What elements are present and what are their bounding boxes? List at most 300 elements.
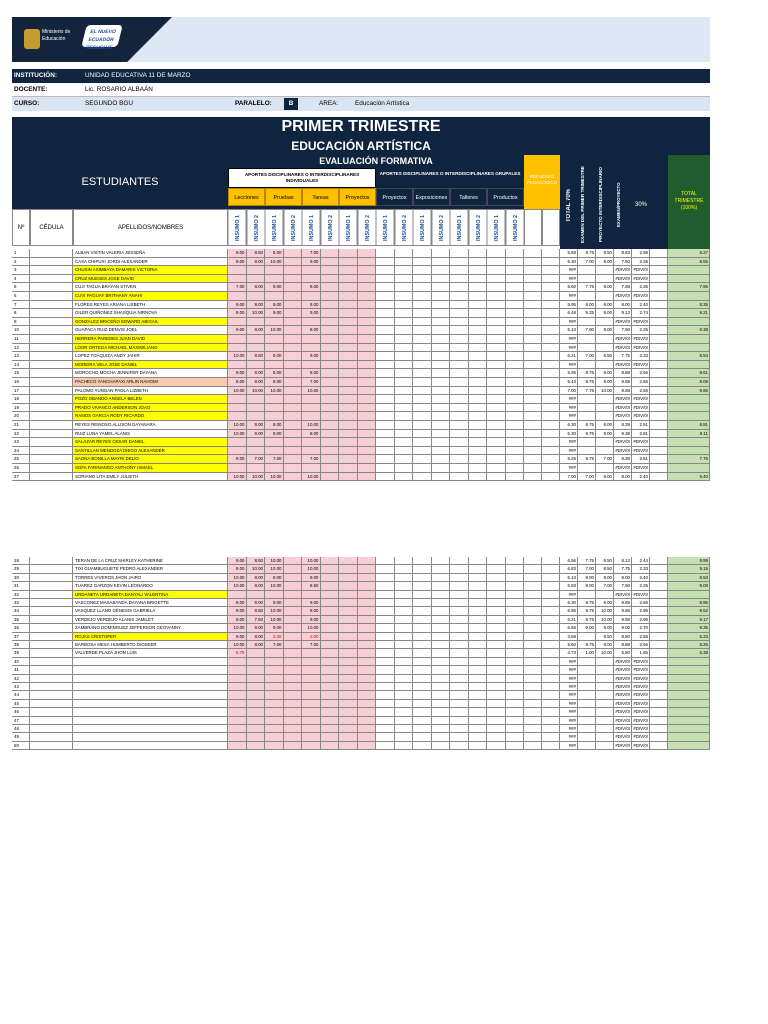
institution-label: INSTITUCIÓN: <box>14 72 57 79</box>
student-name: TIXI GUAMBUGUETE PEDRO ALEXANDER <box>73 565 228 573</box>
grade-cell: 8.00 <box>228 378 247 387</box>
grade-cell <box>450 557 469 565</box>
grade-cell: 8.00 <box>265 249 284 258</box>
grade-cell <box>450 574 469 582</box>
grade-cell <box>432 318 451 327</box>
grade-cell <box>413 675 432 683</box>
grade-cell <box>450 733 469 741</box>
blank-cell <box>650 455 668 464</box>
grade-cell <box>450 378 469 387</box>
project-cell: 9.00 <box>596 624 614 632</box>
refuerzo-cell <box>524 565 542 573</box>
grade-cell <box>395 473 414 482</box>
exam-project-cell: 8.88 <box>614 369 632 378</box>
blank-cell <box>650 301 668 310</box>
grade-cell <box>450 565 469 573</box>
grade-cell <box>487 249 506 258</box>
total-trimester-cell <box>668 717 710 725</box>
total70-cell: ### <box>560 700 578 708</box>
grade-cell <box>321 387 340 396</box>
grade-cell: 10.00 <box>228 624 247 632</box>
grade-cell <box>321 344 340 353</box>
grade-cell <box>487 266 506 275</box>
grade-cell: 10.00 <box>228 473 247 482</box>
grade-cell <box>376 742 395 750</box>
grade-cell <box>432 387 451 396</box>
total70-header: TOTAL 70% <box>566 188 572 222</box>
grade-cell <box>284 717 303 725</box>
cedula-cell <box>30 344 73 353</box>
refuerzo-cell <box>524 582 542 590</box>
table-row <box>12 249 710 258</box>
percent30-cell: #DIV/0! <box>632 691 650 699</box>
grade-cell <box>302 649 321 657</box>
cedula-cell <box>30 649 73 657</box>
project-cell <box>596 292 614 301</box>
grade-cell <box>432 447 451 456</box>
grade-cell: 10.00 <box>265 557 284 565</box>
exam-project-cell: 7.50 <box>614 258 632 267</box>
grade-cell <box>358 700 377 708</box>
total70-cell: ### <box>560 412 578 421</box>
grade-cell <box>358 326 377 335</box>
grade-cell <box>432 421 451 430</box>
blank-cell <box>650 275 668 284</box>
project-cell: 9.00 <box>596 369 614 378</box>
total70-cell: ### <box>560 691 578 699</box>
grade-cell <box>358 369 377 378</box>
grade-cell <box>395 742 414 750</box>
grade-cell <box>395 675 414 683</box>
grade-cell: 10.00 <box>265 326 284 335</box>
blank-cell <box>650 249 668 258</box>
grade-cell <box>284 421 303 430</box>
refuerzo-cell <box>524 591 542 599</box>
refuerzo-cell <box>524 607 542 615</box>
grade-cell <box>265 700 284 708</box>
project-cell: 8.00 <box>596 326 614 335</box>
grade-cell <box>358 266 377 275</box>
grade-cell <box>432 574 451 582</box>
grade-cell <box>339 624 358 632</box>
grade-cell: 7.00 <box>302 378 321 387</box>
row-index: 36 <box>12 624 30 632</box>
insumo-header-1: INSUMO 2 <box>247 209 266 246</box>
grade-cell <box>487 301 506 310</box>
grade-cell <box>432 641 451 649</box>
grade-cell <box>487 404 506 413</box>
grade-cell <box>376 361 395 370</box>
blank-cell <box>650 717 668 725</box>
grade-cell: 9.00 <box>265 301 284 310</box>
blank-cell <box>650 725 668 733</box>
blank-cell <box>650 591 668 599</box>
grade-cell <box>376 616 395 624</box>
grade-cell <box>284 464 303 473</box>
refuerzo-cell <box>524 666 542 674</box>
percent30-cell: #DIV/0! <box>632 438 650 447</box>
blank-cell <box>650 582 668 590</box>
grade-cell <box>284 309 303 318</box>
table-row <box>12 309 710 318</box>
grade-cell <box>432 725 451 733</box>
grade-cell <box>413 249 432 258</box>
percent30-cell: #DIV/0! <box>632 700 650 708</box>
project-cell <box>596 717 614 725</box>
grade-cell <box>395 430 414 439</box>
grade-cell <box>339 607 358 615</box>
refuerzo-cell <box>542 473 560 482</box>
total-trimester-cell <box>668 708 710 716</box>
exam-header: EXAMEN DEL PRIMER TRIMESTRE <box>578 155 596 255</box>
percent30-cell: 2.51 <box>632 455 650 464</box>
exam-cell <box>578 591 596 599</box>
grade-cell <box>450 742 469 750</box>
blank-cell <box>650 430 668 439</box>
grade-cell <box>302 404 321 413</box>
total70-cell: ### <box>560 464 578 473</box>
grade-cell <box>469 352 488 361</box>
grade-cell <box>395 404 414 413</box>
grade-cell <box>339 249 358 258</box>
grade-cell: 8.50 <box>247 352 266 361</box>
grade-cell <box>321 421 340 430</box>
grade-cell <box>321 691 340 699</box>
row-index: 7 <box>12 301 30 310</box>
grade-cell: 7.50 <box>247 616 266 624</box>
insumo-header-12: INSUMO 1 <box>450 209 469 246</box>
grade-cell <box>376 683 395 691</box>
exam-project-cell: 8.00 <box>614 301 632 310</box>
percent30-cell: 2.66 <box>632 641 650 649</box>
grade-cell <box>487 292 506 301</box>
total-trimester-cell: 9.08 <box>668 582 710 590</box>
total70-cell: ### <box>560 683 578 691</box>
grade-cell <box>395 557 414 565</box>
insumo-header-7: INSUMO 2 <box>358 209 377 246</box>
percent30-cell: 2.96 <box>632 607 650 615</box>
total70-cell: ### <box>560 717 578 725</box>
grade-cell <box>358 607 377 615</box>
grade-cell <box>339 395 358 404</box>
subject-title: EDUCACIÓN ARTÍSTICA <box>12 137 710 155</box>
cedula-cell <box>30 335 73 344</box>
grade-cell: 8.00 <box>265 574 284 582</box>
exam-cell <box>578 275 596 284</box>
cedula-cell <box>30 574 73 582</box>
exam-project-cell: #DIV/0! <box>614 395 632 404</box>
grade-cell <box>413 700 432 708</box>
grade-cell <box>395 455 414 464</box>
grade-cell <box>413 616 432 624</box>
grade-cell <box>506 733 525 741</box>
refuerzo-cell <box>524 404 542 413</box>
grade-cell <box>358 708 377 716</box>
project-cell <box>596 708 614 716</box>
grade-cell <box>265 266 284 275</box>
exam-project-cell: 9.13 <box>614 309 632 318</box>
grade-cell: 7.00 <box>302 249 321 258</box>
grade-cell <box>432 369 451 378</box>
grade-cell: 10.00 <box>228 582 247 590</box>
percent30-cell: 2.66 <box>632 599 650 607</box>
grade-cell: 10.00 <box>247 309 266 318</box>
grade-cell <box>265 344 284 353</box>
grade-cell <box>413 557 432 565</box>
grade-cell <box>339 344 358 353</box>
blank-cell <box>650 464 668 473</box>
grade-cell <box>228 725 247 733</box>
row-index: 16 <box>12 378 30 387</box>
grade-cell <box>450 717 469 725</box>
student-name: VASCONEZ MASABANDA DAYANA BRIGETTE <box>73 599 228 607</box>
refuerzo-cell <box>524 616 542 624</box>
grade-cell <box>321 249 340 258</box>
project-cell <box>596 725 614 733</box>
grade-cell <box>265 292 284 301</box>
individual-group-3: Proyectos <box>339 188 376 206</box>
project-cell <box>596 438 614 447</box>
grade-cell: 10.00 <box>302 421 321 430</box>
exam-cell: 7.00 <box>578 352 596 361</box>
grade-cell <box>487 387 506 396</box>
total70-cell: 5.60 <box>560 283 578 292</box>
percent30-cell: 2.96 <box>632 616 650 624</box>
total70-cell: 6.83 <box>560 565 578 573</box>
grade-cell <box>413 283 432 292</box>
refuerzo-cell <box>542 292 560 301</box>
grade-cell <box>321 565 340 573</box>
grade-cell <box>487 708 506 716</box>
row-index: 14 <box>12 361 30 370</box>
blank-cell <box>650 404 668 413</box>
grade-cell <box>284 591 303 599</box>
grade-cell <box>376 369 395 378</box>
total70-cell: ### <box>560 591 578 599</box>
refuerzo-cell <box>542 641 560 649</box>
exam-project-cell: #DIV/0! <box>614 683 632 691</box>
grade-cell <box>506 404 525 413</box>
grade-cell <box>376 633 395 641</box>
individual-group-2: Tareas <box>302 188 339 206</box>
refuerzo-cell <box>524 725 542 733</box>
total-trimester-cell <box>668 344 710 353</box>
percent30-cell: 2.81 <box>632 430 650 439</box>
grade-cell: 8.00 <box>265 352 284 361</box>
grade-cell: 8.00 <box>247 574 266 582</box>
teacher-row <box>12 83 710 97</box>
row-index: 17 <box>12 387 30 396</box>
government-logo: EL NUEVO ECUADOR RESUELVE <box>81 25 122 47</box>
grade-cell <box>321 335 340 344</box>
student-name: RAMOS GARCIA RODY RICARDO <box>73 412 228 421</box>
cedula-cell <box>30 683 73 691</box>
project-cell <box>596 395 614 404</box>
grade-cell <box>265 649 284 657</box>
grade-cell <box>302 675 321 683</box>
student-name: FLORES REYES ARIANA LISBETH <box>73 301 228 310</box>
exam-project-cell: #DIV/0! <box>614 591 632 599</box>
grade-cell <box>284 352 303 361</box>
grade-cell <box>321 430 340 439</box>
exam-project-cell: 8.88 <box>614 641 632 649</box>
grade-cell <box>506 447 525 456</box>
project-cell <box>596 335 614 344</box>
total70-cell: ### <box>560 658 578 666</box>
grade-cell <box>450 691 469 699</box>
grade-cell <box>339 733 358 741</box>
grade-cell: 9.00 <box>247 430 266 439</box>
cedula-cell <box>30 565 73 573</box>
grade-cell <box>469 742 488 750</box>
grade-cell <box>506 387 525 396</box>
grade-cell <box>469 675 488 683</box>
grade-cell <box>506 616 525 624</box>
exam-cell <box>578 335 596 344</box>
exam-project-cell: #DIV/0! <box>614 438 632 447</box>
grade-cell <box>450 266 469 275</box>
grade-cell <box>284 283 303 292</box>
total70-cell: ### <box>560 675 578 683</box>
project-cell: 8.00 <box>596 641 614 649</box>
grade-cell <box>413 607 432 615</box>
grade-cell <box>302 658 321 666</box>
cedula-cell <box>30 266 73 275</box>
grade-cell <box>376 708 395 716</box>
grade-cell <box>506 283 525 292</box>
grade-cell <box>432 249 451 258</box>
grade-cell <box>339 700 358 708</box>
grade-cell: 9.00 <box>228 326 247 335</box>
parallel-value: B <box>284 98 298 110</box>
grade-cell <box>247 344 266 353</box>
total70-cell: ### <box>560 733 578 741</box>
grade-cell <box>247 361 266 370</box>
blank-cell <box>650 658 668 666</box>
refuerzo-cell <box>524 700 542 708</box>
grade-cell: 9.00 <box>228 249 247 258</box>
total-trimester-cell <box>668 395 710 404</box>
grade-cell: 10.00 <box>265 473 284 482</box>
project-cell <box>596 404 614 413</box>
grade-cell <box>358 309 377 318</box>
grade-cell <box>432 658 451 666</box>
exam-cell: 9.75 <box>578 455 596 464</box>
grade-cell <box>469 624 488 632</box>
grade-cell <box>413 708 432 716</box>
grade-cell <box>395 691 414 699</box>
student-name: RUIZ LUNA YAMEL ALANIS <box>73 430 228 439</box>
refuerzo-cell <box>542 447 560 456</box>
total-trimester-cell: 9.40 <box>668 473 710 482</box>
grade-cell <box>321 725 340 733</box>
grade-cell <box>228 591 247 599</box>
grade-cell <box>358 395 377 404</box>
grade-cell <box>469 395 488 404</box>
grade-cell <box>376 352 395 361</box>
percent30-cell: #DIV/0! <box>632 404 650 413</box>
grade-cell <box>376 725 395 733</box>
cedula-cell <box>30 395 73 404</box>
grade-cell <box>432 301 451 310</box>
grade-cell <box>284 301 303 310</box>
percent30-cell: #DIV/0! <box>632 292 650 301</box>
blank-cell <box>650 742 668 750</box>
grade-cell: 8.00 <box>302 430 321 439</box>
refuerzo-cell <box>542 574 560 582</box>
grade-cell <box>450 447 469 456</box>
grade-cell <box>376 717 395 725</box>
grade-cell <box>506 275 525 284</box>
grade-cell <box>413 683 432 691</box>
grade-cell <box>469 473 488 482</box>
total-trimester-cell <box>668 675 710 683</box>
grade-cell <box>321 683 340 691</box>
refuerzo-cell <box>524 387 542 396</box>
grade-cell <box>469 574 488 582</box>
table-row <box>12 455 710 464</box>
grade-cell <box>506 683 525 691</box>
grade-cell <box>487 717 506 725</box>
grade-cell <box>413 326 432 335</box>
refuerzo-header: REFUERZO PEDAGÓGICO <box>524 155 560 209</box>
refuerzo-cell <box>542 318 560 327</box>
exam-project-cell: #DIV/0! <box>614 275 632 284</box>
insumo-header-6: INSUMO 1 <box>339 209 358 246</box>
exam-project-cell: #DIV/0! <box>614 447 632 456</box>
grade-cell <box>321 582 340 590</box>
grade-cell <box>432 335 451 344</box>
total70-cell: ### <box>560 292 578 301</box>
grade-cell <box>450 708 469 716</box>
grade-cell <box>339 438 358 447</box>
exam-project-cell: 9.88 <box>614 616 632 624</box>
grade-cell <box>469 649 488 657</box>
exam-cell: 9.00 <box>578 624 596 632</box>
refuerzo-cell <box>524 641 542 649</box>
total70-cell: ### <box>560 361 578 370</box>
percent30-cell: #DIV/0! <box>632 447 650 456</box>
grade-cell <box>321 309 340 318</box>
percent30-cell: #DIV/0! <box>632 395 650 404</box>
row-index: 28 <box>12 557 30 565</box>
student-name: CASA CHIPUXI JORDI ALEXANDER <box>73 258 228 267</box>
table-row <box>12 361 710 370</box>
grade-cell <box>413 717 432 725</box>
table-row <box>12 616 710 624</box>
grade-cell <box>376 574 395 582</box>
grade-cell <box>265 412 284 421</box>
grade-cell: 10.00 <box>228 352 247 361</box>
exam-project-cell: 7.75 <box>614 565 632 573</box>
table-row <box>12 395 710 404</box>
project-cell: 9.00 <box>596 430 614 439</box>
blank-cell <box>650 378 668 387</box>
grade-cell <box>469 318 488 327</box>
grade-cell <box>395 412 414 421</box>
student-name: REYES REINOSO ALLISON DAYANARA <box>73 421 228 430</box>
grade-cell <box>506 565 525 573</box>
project-cell: 9.00 <box>596 309 614 318</box>
percent30-cell: #DIV/0! <box>632 344 650 353</box>
total70-cell: 5.95 <box>560 369 578 378</box>
grade-cell <box>284 438 303 447</box>
grade-cell <box>321 455 340 464</box>
grade-cell: 8.00 <box>247 633 266 641</box>
grade-cell <box>450 591 469 599</box>
total70-cell: 5.60 <box>560 641 578 649</box>
percent30-cell: #DIV/0! <box>632 464 650 473</box>
